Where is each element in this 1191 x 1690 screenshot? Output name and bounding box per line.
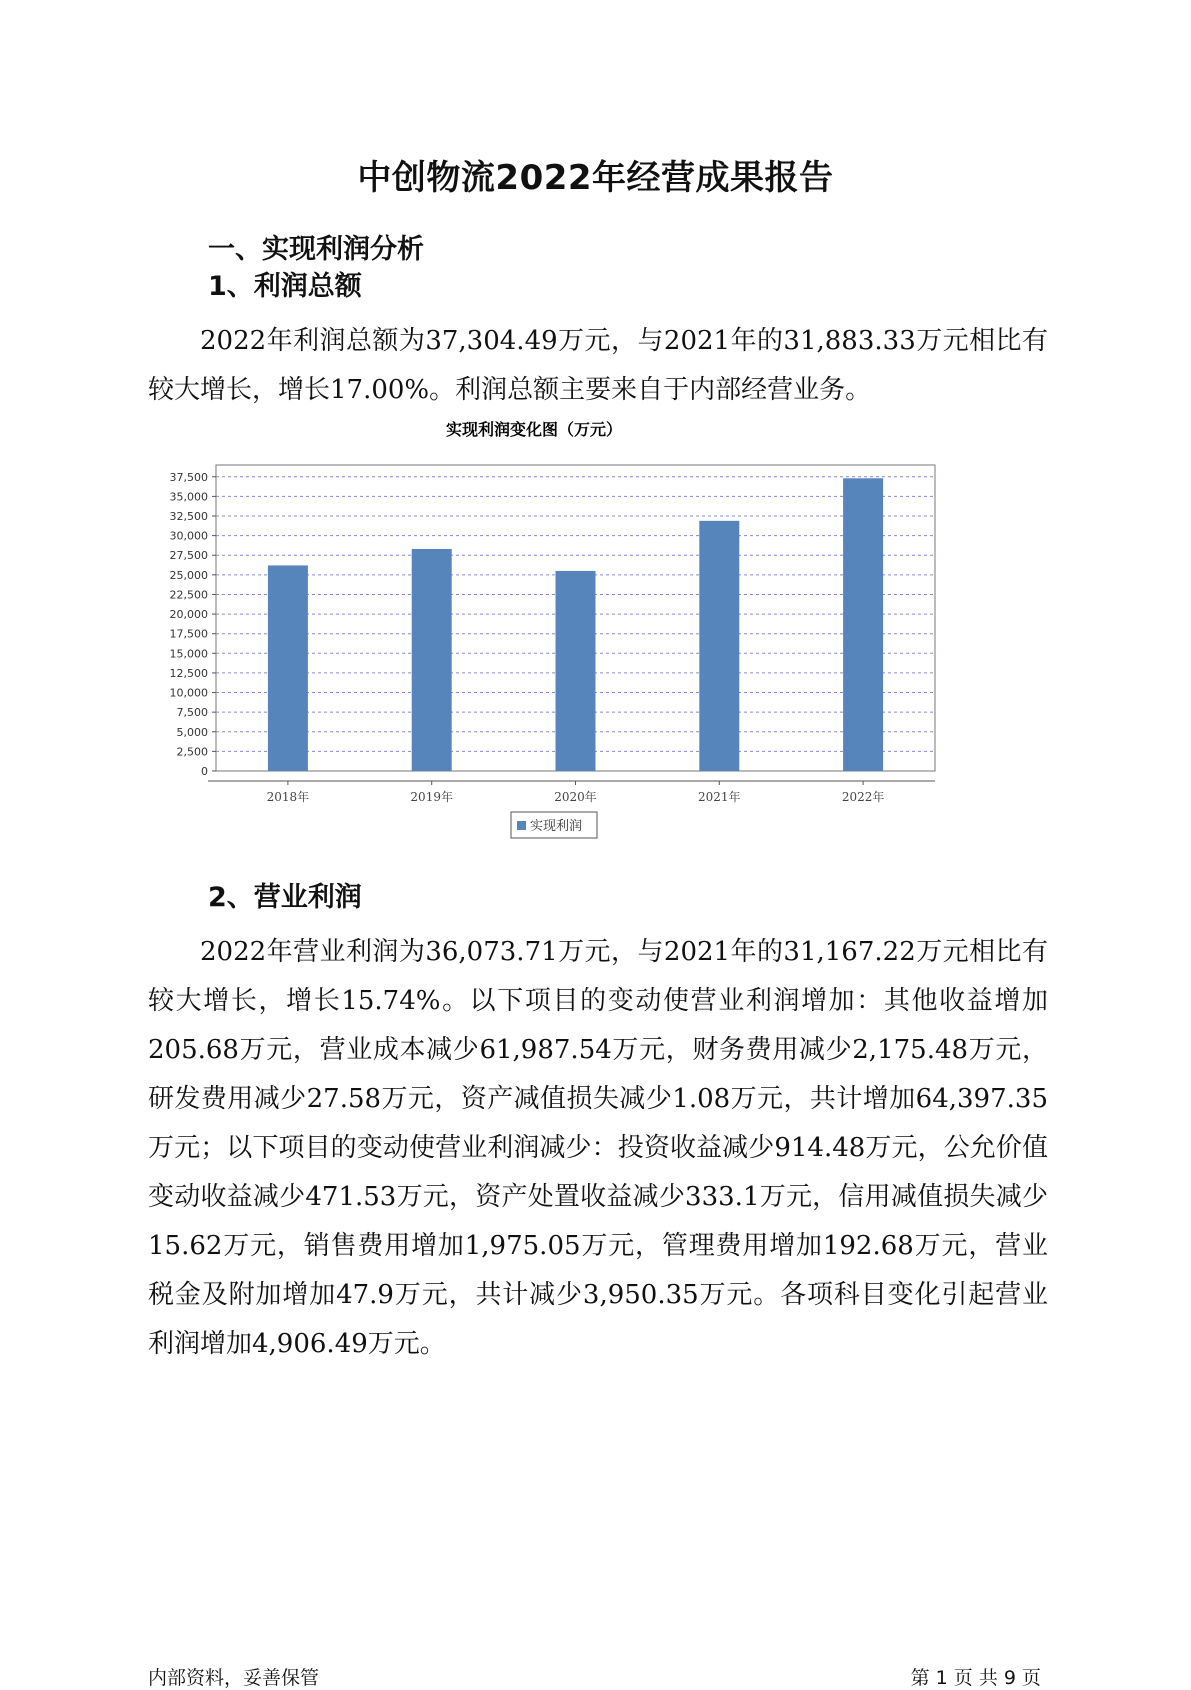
footer-confidential-note: 内部资料，妥善保管 bbox=[148, 1667, 320, 1689]
legend-swatch bbox=[517, 821, 526, 830]
bar-2018年 bbox=[268, 565, 308, 771]
x-tick-label: 2020年 bbox=[554, 790, 597, 804]
x-tick-label: 2019年 bbox=[410, 790, 453, 804]
bar-2019年 bbox=[412, 549, 452, 771]
y-tick-label: 30,000 bbox=[169, 529, 208, 543]
legend-label: 实现利润 bbox=[530, 819, 583, 834]
y-tick-label: 12,500 bbox=[169, 666, 208, 680]
y-tick-label: 5,000 bbox=[176, 725, 208, 739]
x-tick-label: 2022年 bbox=[841, 790, 885, 804]
y-tick-label: 32,500 bbox=[169, 510, 208, 523]
subsection-heading-operating-profit: 2、营业利润 bbox=[208, 882, 362, 913]
y-tick-label: 10,000 bbox=[169, 686, 208, 700]
footer-page-number: 第 1 页 共 9 页 bbox=[910, 1667, 1041, 1689]
y-tick-label: 35,000 bbox=[169, 490, 208, 504]
chart-title: 实现利润变化图（万元） bbox=[445, 420, 623, 439]
page-title: 中创物流2022年经营成果报告 bbox=[357, 158, 834, 198]
bar-2020年 bbox=[556, 571, 596, 771]
y-tick-label: 2,500 bbox=[176, 745, 208, 759]
y-tick-label: 0 bbox=[201, 765, 208, 778]
x-tick-label: 2018年 bbox=[266, 790, 310, 804]
y-tick-label: 37,500 bbox=[169, 470, 208, 484]
y-tick-label: 25,000 bbox=[169, 568, 208, 582]
y-tick-label: 15,000 bbox=[169, 647, 208, 661]
bar-2022年 bbox=[843, 478, 883, 771]
operating-profit-paragraph: 2022年营业利润为36,073.71万元，与2021年的31,167.22万元相比有较大增长，增长15.74%。以下项目的变动使营业利润增加：其他收益增加205.68万元，营业成本减少61,987.54万元，财务费用减少2,175.48万元，研发费用减少27.58万元，资产减值损失减少1.08万元，共计增加64,397.35万元；以下项目的变动使营业利润减少：投资收益减少914.48万元，公允价值变动收益减少471.53万元，资产处置收益减少333.1万元，信用减值损失减少15.62万元，销售费用增加1,975.05万元，管理费用增加192.68万元，营业税金及附加增加47.9万元，共计减少3,950.35万元。各项科目变化引起营业利润增加4,906.49万元。 bbox=[148, 937, 1048, 1359]
y-tick-label: 27,500 bbox=[169, 549, 208, 563]
x-tick-label: 2021年 bbox=[698, 790, 741, 804]
total-profit-paragraph: 2022年利润总额为37,304.49万元，与2021年的31,883.33万元相比有较大增长，增长17.00%。利润总额主要来自于内部经营业务。 bbox=[148, 326, 1048, 405]
y-tick-label: 7,500 bbox=[176, 706, 208, 720]
subsection-heading-total-profit: 1、利润总额 bbox=[208, 271, 362, 302]
y-tick-label: 20,000 bbox=[169, 608, 208, 622]
profit-bar-chart bbox=[150, 420, 1030, 915]
section-heading-profit-analysis: 一、实现利润分析 bbox=[208, 234, 424, 265]
bar-2021年 bbox=[699, 521, 739, 771]
y-tick-label: 17,500 bbox=[169, 627, 208, 641]
y-tick-label: 22,500 bbox=[169, 588, 208, 602]
